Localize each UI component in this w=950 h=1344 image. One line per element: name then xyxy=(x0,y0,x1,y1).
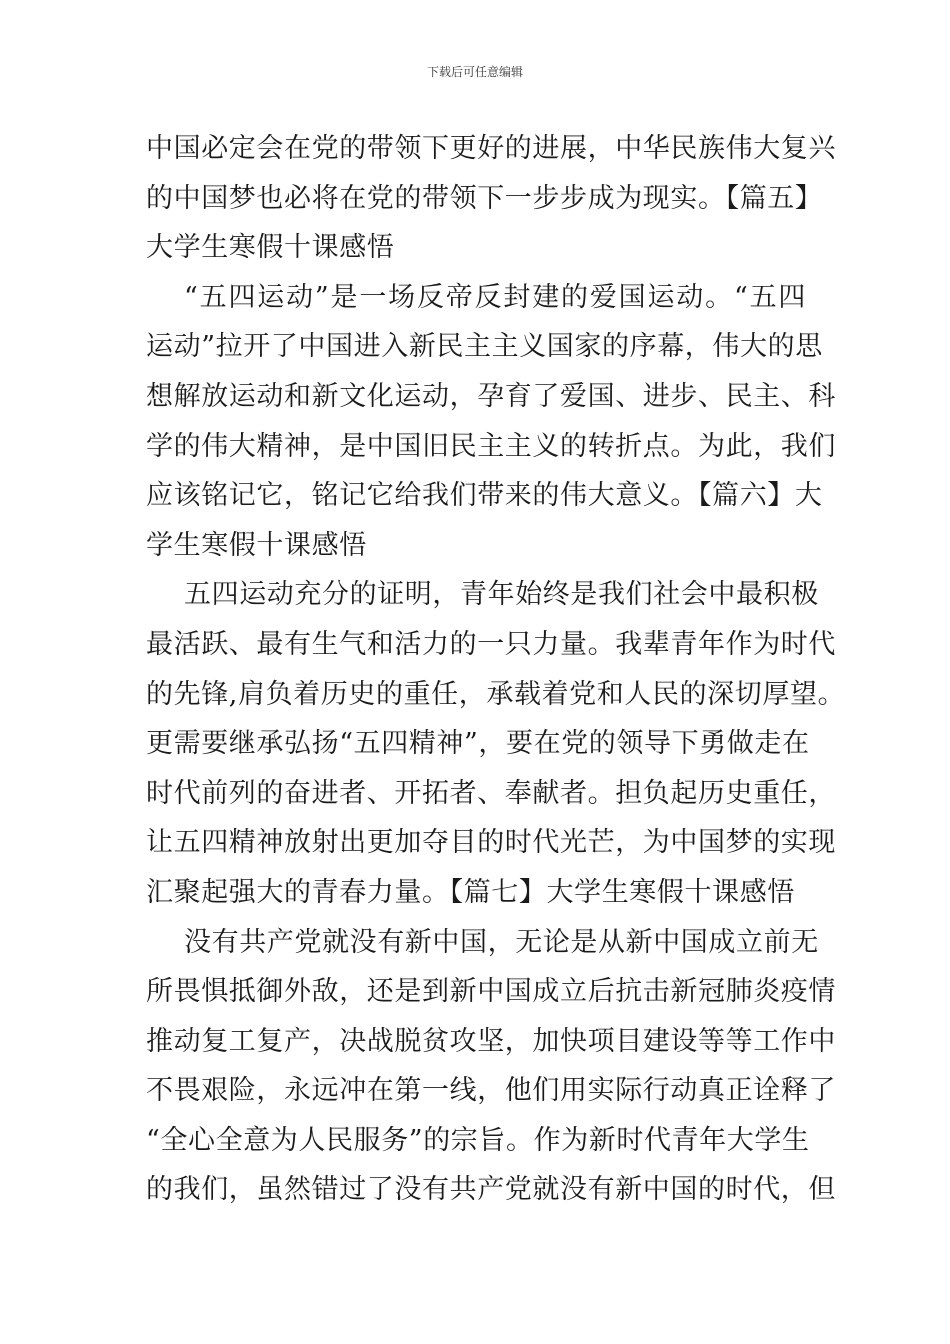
text-line: 最活跃、最有生气和活力的一只力量。我辈青年作为时代 xyxy=(146,628,836,660)
text-line: 运动”拉开了中国进入新民主主义国家的序幕，伟大的思 xyxy=(146,331,823,363)
document-body xyxy=(146,124,846,1215)
text-line: 五四运动充分的证明，青年始终是我们社会中最积极 xyxy=(184,579,819,611)
text-line: 时代前列的奋进者、开拓者、奉献者。担负起历史重任， xyxy=(146,777,836,809)
text-line: 的我们，虽然错过了没有共产党就没有新中国的时代，但 xyxy=(146,1174,836,1206)
text-line: 的先锋,肩负着历史的重任，承载着党和人民的深切厚望。 xyxy=(146,678,846,710)
text-line: 推动复工复产，决战脱贫攻坚，加快项目建设等等工作中 xyxy=(146,1025,836,1057)
text-line: 学生寒假十课感悟 xyxy=(146,529,367,561)
text-line: 不畏艰险，永远冲在第一线，他们用实际行动真正诠释了 xyxy=(146,1075,836,1107)
text-line: “全心全意为人民服务”的宗旨。作为新时代青年大学生 xyxy=(146,1124,810,1156)
text-line: 汇聚起强大的青春力量。【篇七】大学生寒假十课感悟 xyxy=(146,876,795,908)
text-line: 更需要继承弘扬“五四精神”，要在党的领导下勇做走在 xyxy=(146,728,810,760)
text-line: 学的伟大精神，是中国旧民主主义的转折点。为此，我们 xyxy=(146,430,836,462)
text-line: 应该铭记它，铭记它给我们带来的伟大意义。【篇六】大 xyxy=(146,480,823,512)
text-line: 所畏惧抵御外敌，还是到新中国成立后抗击新冠肺炎疫情 xyxy=(146,976,836,1008)
text-line: 没有共产党就没有新中国，无论是从新中国成立前无 xyxy=(184,926,819,958)
text-line: 想解放运动和新文化运动，孕育了爱国、进步、民主、科 xyxy=(146,380,836,412)
text-line: 大学生寒假十课感悟 xyxy=(146,232,395,264)
text-line: 的中国梦也必将在党的带领下一步步成为现实。【篇五】 xyxy=(146,182,823,214)
text-line: 中国必定会在党的带领下更好的进展，中华民族伟大复兴 xyxy=(146,133,836,164)
text-line: “五四运动”是一场反帝反封建的爱国运动。“五四 xyxy=(184,281,806,313)
text-line: 让五四精神放射出更加夺目的时代光芒，为中国梦的实现 xyxy=(146,827,836,859)
page-header: 下载后可任意编辑 xyxy=(426,65,523,79)
